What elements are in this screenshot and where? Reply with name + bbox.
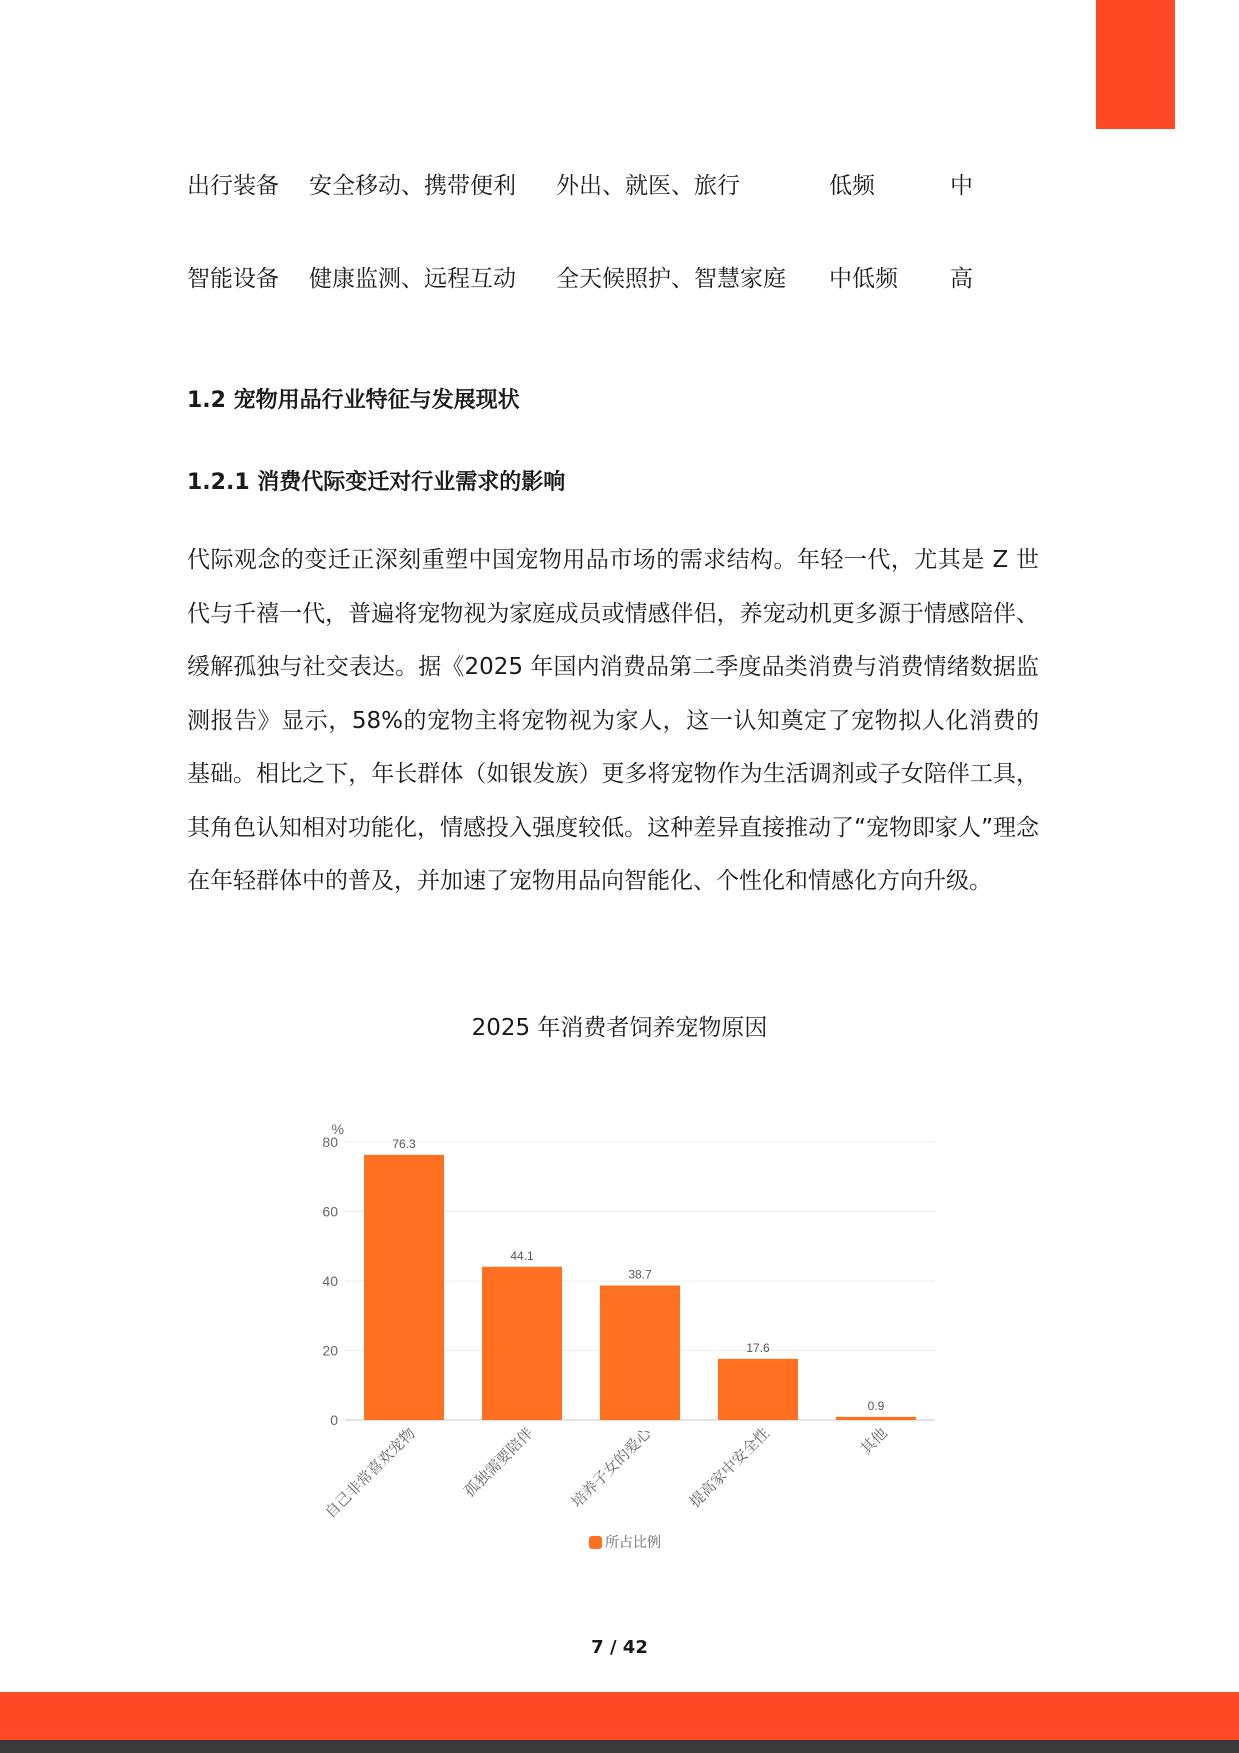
page-number: 7 / 42 xyxy=(591,1637,648,1658)
bar xyxy=(836,1417,916,1420)
chart-title: 2025 年消费者饲养宠物原因 xyxy=(471,1015,768,1041)
y-tick-label: 80 xyxy=(322,1134,338,1150)
table-cell: 出行装备 xyxy=(187,173,279,199)
y-unit-label: % xyxy=(331,1121,344,1137)
table-cell: 中 xyxy=(950,173,973,199)
table-cell: 高 xyxy=(950,266,973,292)
bar xyxy=(600,1286,680,1420)
bar xyxy=(718,1359,798,1420)
table-row xyxy=(187,259,1047,299)
table-cell: 低频 xyxy=(829,173,875,199)
x-tick-label: 培养子女的爱心 xyxy=(568,1424,655,1512)
bar-chart xyxy=(300,1110,960,1570)
bar xyxy=(482,1267,562,1420)
table-cell: 健康监测、远程互动 xyxy=(309,266,516,292)
data-label: 76.3 xyxy=(392,1136,416,1151)
table-cell: 全天候照护、智慧家庭 xyxy=(556,266,786,292)
legend-swatch xyxy=(589,1536,602,1549)
data-label: 38.7 xyxy=(628,1267,652,1282)
data-label: 17.6 xyxy=(746,1340,770,1355)
legend-label: 所占比例 xyxy=(605,1534,661,1550)
x-tick-label: 提高家中安全性 xyxy=(686,1424,773,1512)
data-label: 0.9 xyxy=(867,1398,885,1413)
table-cell: 外出、就医、旅行 xyxy=(556,173,740,199)
bar xyxy=(364,1155,444,1420)
y-tick-label: 20 xyxy=(322,1342,338,1359)
x-tick-label: 孤独需要陪伴 xyxy=(461,1424,537,1501)
subsection-heading: 1.2.1 消费代际变迁对行业需求的影响 xyxy=(187,470,566,495)
table-row xyxy=(187,166,1047,206)
y-tick-label: 0 xyxy=(330,1412,338,1428)
section-heading: 1.2 宠物用品行业特征与发展现状 xyxy=(187,388,520,413)
data-label: 44.1 xyxy=(510,1248,534,1263)
x-tick-label: 自己非常喜欢宠物 xyxy=(321,1424,419,1522)
footer-accent-band xyxy=(0,1692,1239,1740)
y-tick-label: 60 xyxy=(322,1203,338,1220)
body-paragraph: 代际观念的变迁正深刻重塑中国宠物用品市场的需求结构。年轻一代，尤其是 Z 世代与千禧一代，普遍将宠物视为家庭成员或情感伴侣，养宠动机更多源于情感陪伴、缓解孤独与社交表达。据《2025 年国内消费品第二季度品类消费与消费情绪数据监测报告》显示，58%的宠物主将宠物视为家人，这一认知奠定了宠物拟人化消费的基础。相比之下，年长群体（如银发族）更多将宠物作为生活调剂或子女陪伴工具，其角色认知相对功能化，情感投入强度较低。这种差异直接推动了“宠物即家人”理念在年轻群体中的普及，并加速了宠物用品向智能化、个性化和情感化方向升级。 xyxy=(187,547,1039,894)
corner-accent-tab xyxy=(1096,0,1175,129)
table-cell: 中低频 xyxy=(829,266,898,292)
table-cell: 智能设备 xyxy=(187,266,279,292)
table-cell: 安全移动、携带便利 xyxy=(309,173,516,199)
footer-dark-strip xyxy=(0,1740,1239,1753)
y-tick-label: 40 xyxy=(322,1273,338,1289)
x-tick-label: 其他 xyxy=(857,1424,891,1459)
